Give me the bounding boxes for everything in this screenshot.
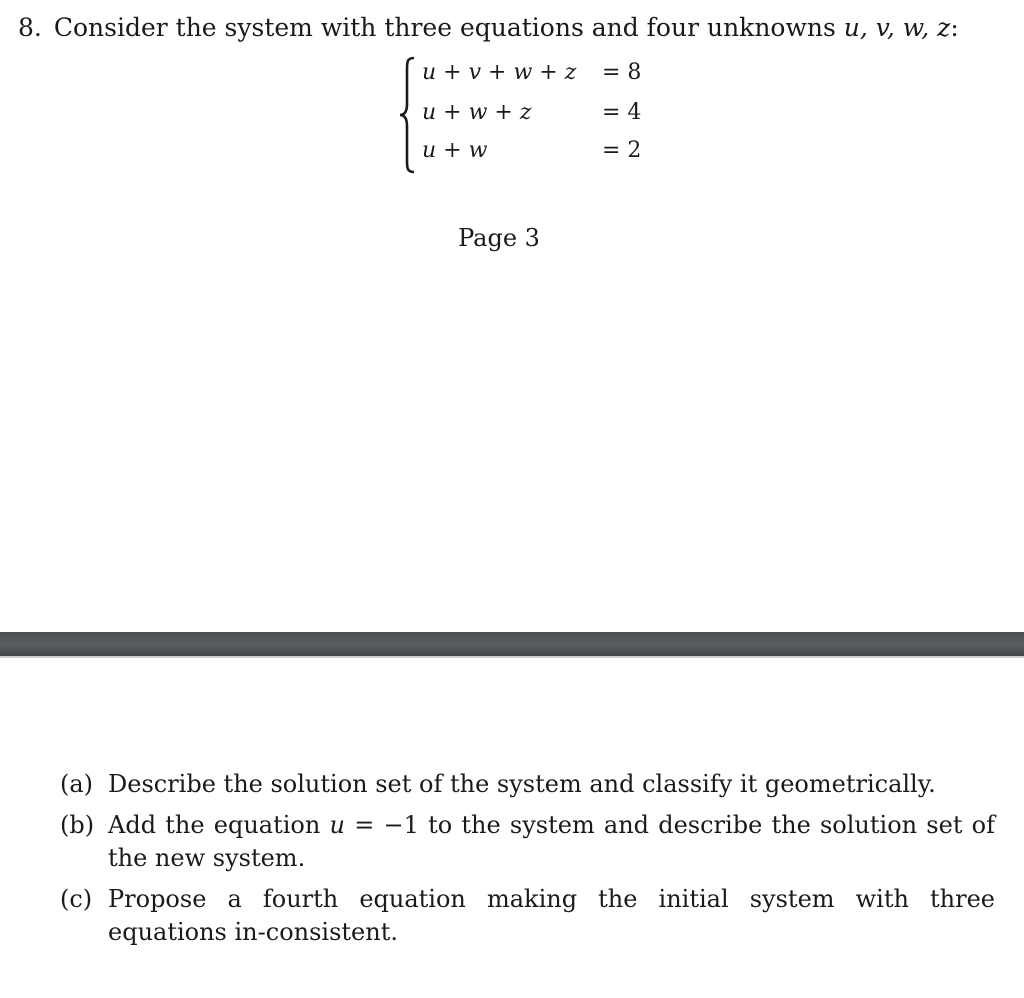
inline-math-value: = −1 [345, 811, 419, 839]
page-number-label: Page 3 [458, 224, 540, 252]
page-divider-shadow [0, 656, 1024, 658]
problem-number: 8. [18, 13, 42, 42]
sub-question-c [60, 883, 995, 949]
problem-statement [18, 12, 959, 44]
sub-question-text: Propose a fourth equation making the initial system with three equations in-consistent. [108, 885, 995, 946]
equation-lhs: u + w + z [422, 100, 532, 125]
sub-question-a [60, 768, 995, 801]
equation-rhs: = 8 [602, 60, 642, 85]
equation-rhs: = 2 [602, 138, 642, 163]
equation-lhs: u + w [422, 138, 488, 163]
sub-questions [60, 768, 995, 957]
sub-question-tag: (b) [60, 811, 95, 839]
problem-intro: Consider the system with three equations and four unknowns [53, 13, 844, 42]
equation-system [398, 56, 658, 174]
sub-question-text: Describe the solution set of the system and classify it geometrically. [108, 770, 936, 798]
equation-row [422, 58, 662, 88]
sub-question-tag: (a) [60, 770, 94, 798]
problem-colon: : [950, 13, 959, 42]
equation-row [422, 136, 662, 166]
equation-rhs: = 4 [602, 100, 642, 125]
equation-lhs: u + v + w + z [422, 60, 577, 85]
sub-question-tag: (c) [60, 885, 93, 913]
sub-question-text-rest: to the system and describe the solution set of the new system. [108, 811, 996, 872]
equation-row [422, 98, 662, 128]
page-divider [0, 632, 1024, 656]
problem-variables: u, v, w, z [843, 13, 951, 42]
left-brace-icon [398, 56, 418, 174]
inline-math-variable: u [329, 811, 345, 839]
sub-question-b [60, 809, 995, 875]
sub-question-text: Add the equation [108, 811, 330, 839]
